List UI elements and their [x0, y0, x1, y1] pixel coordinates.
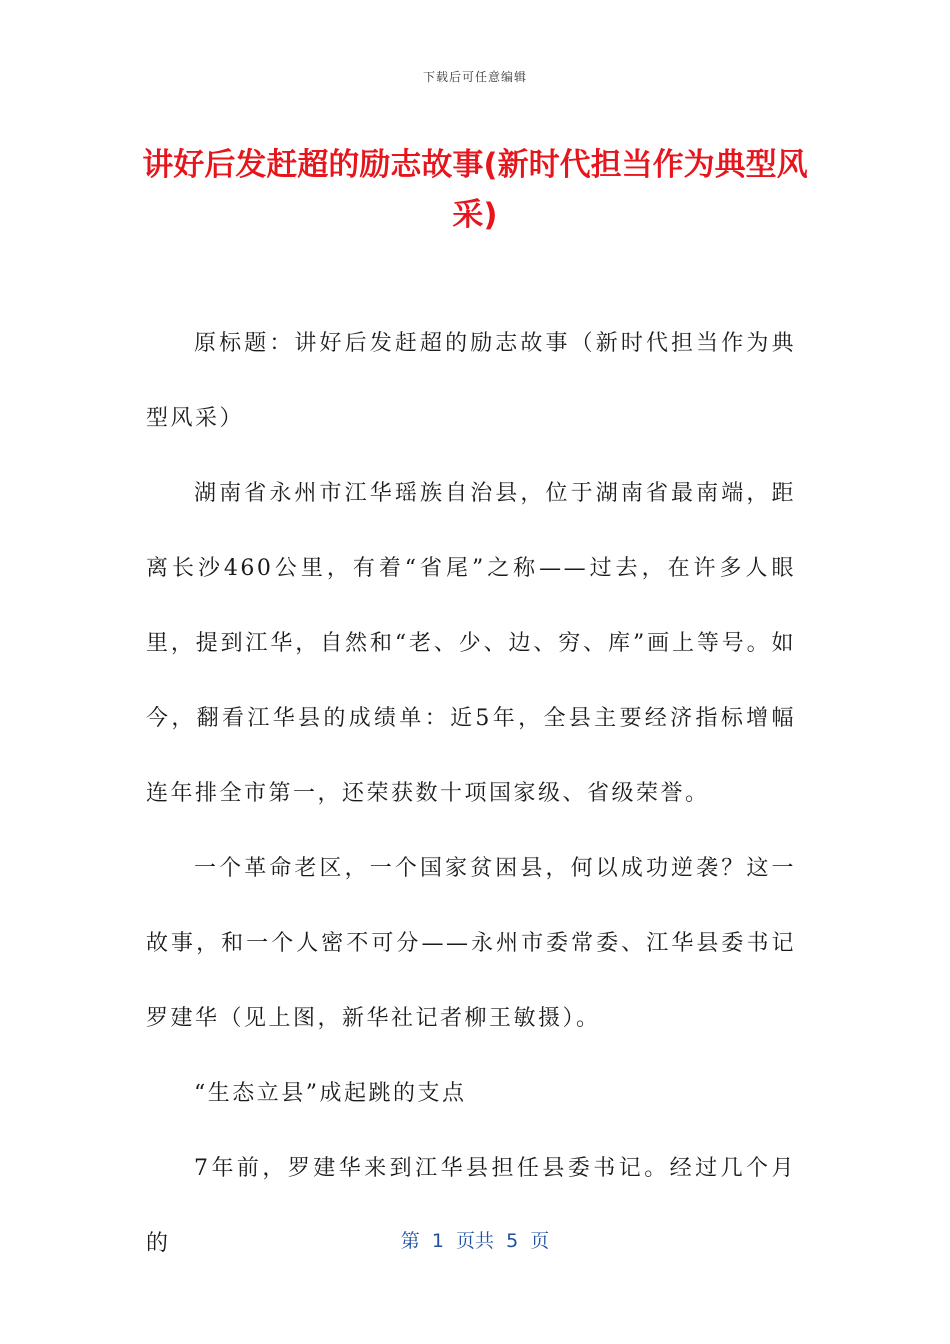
page-number-footer: 第 1 页共 5 页 — [400, 1230, 550, 1252]
paragraph-original-title: 原标题：讲好后发赶超的励志故事（新时代担当作为典型风采） — [146, 331, 796, 431]
document-body — [146, 306, 796, 1281]
paragraph-story: 一个革命老区，一个国家贫困县，何以成功逆袭？这一故事，和一个人密不可分——永州市委常委、江华县委书记罗建华（见上图，新华社记者柳王敏摄）。 — [146, 856, 796, 1031]
paragraph-intro: 湖南省永州市江华瑶族自治县，位于湖南省最南端，距离长沙460公里，有着“省尾”之称——过去，在许多人眼里，提到江华，自然和“老、少、边、穷、库”画上等号。如今，翻看江华县的成绩单：近5年，全县主要经济指标增幅连年排全市第一，还荣获数十项国家级、省级荣誉。 — [146, 481, 796, 806]
section-subheading: “生态立县”成起跳的支点 — [194, 1081, 467, 1106]
paragraph-history: 7年前，罗建华来到江华县担任县委书记。经过几个月的 — [146, 1156, 796, 1256]
page-header-note: 下载后可任意编辑 — [422, 70, 527, 84]
document-title: 讲好后发赶超的励志故事(新时代担当作为典型风采) — [142, 147, 808, 233]
